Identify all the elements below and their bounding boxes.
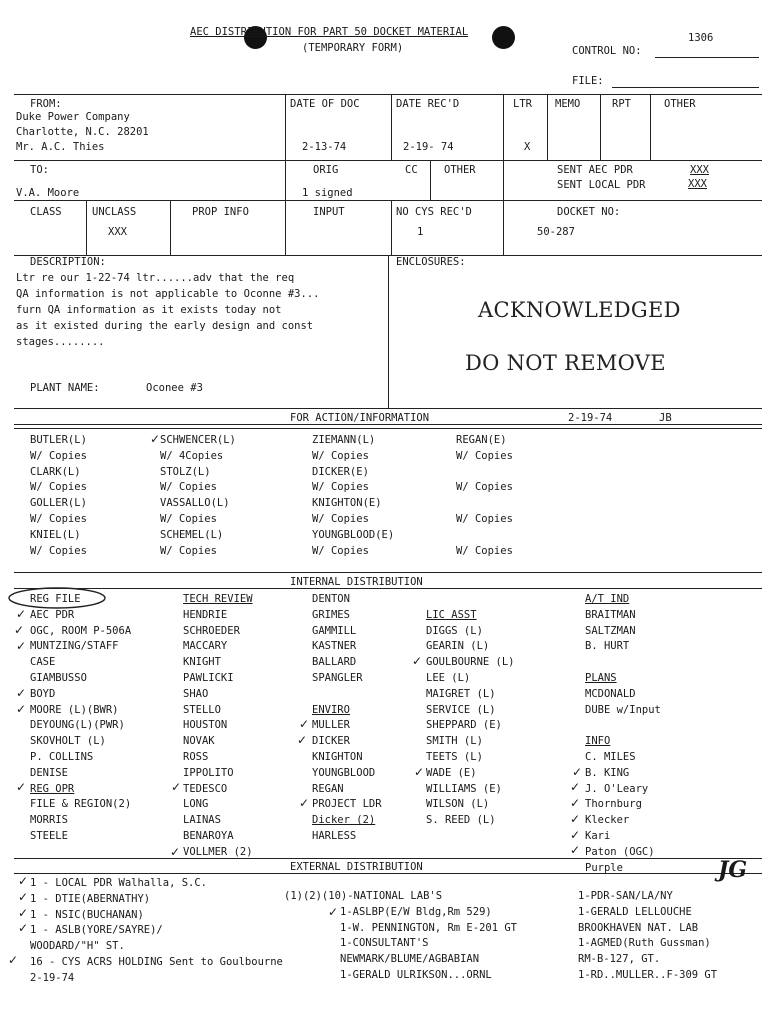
internal-entry: CASE: [30, 656, 56, 669]
internal-entry: HOUSTON: [183, 719, 228, 732]
unclass-label: UNCLASS: [92, 206, 137, 218]
action-section-label: FOR ACTION/INFORMATION: [290, 412, 430, 424]
file-label: FILE:: [572, 75, 604, 87]
internal-entry: MACCARY: [183, 640, 228, 653]
action-column-4: [456, 433, 513, 559]
plant-name-value: Oconee #3: [146, 382, 203, 394]
enclosures-label: ENCLOSURES:: [396, 256, 466, 268]
external-entry: 1-GERALD LELLOUCHE: [578, 905, 692, 918]
from-line-2: Charlotte, N.C. 28201: [16, 126, 149, 138]
check-mark-icon: ✓: [18, 890, 29, 904]
from-line-3: Mr. A.C. Thies: [16, 141, 105, 153]
internal-entry: P. COLLINS: [30, 750, 94, 763]
sent-aec-pdr-value: XXX: [690, 164, 709, 176]
internal-entry: DICKER: [312, 735, 350, 748]
internal-entry: GOULBOURNE (L): [426, 656, 515, 669]
control-number-label: CONTROL NO:: [572, 45, 642, 57]
action-entry: W/ Copies: [312, 512, 369, 525]
check-mark-icon: ✓: [8, 953, 19, 967]
check-mark-icon: ✓: [16, 780, 27, 794]
internal-entry: SKOVHOLT (L): [30, 735, 106, 748]
date-recd-value: 2-19- 74: [403, 141, 454, 153]
internal-entry: WILSON (L): [426, 798, 490, 811]
internal-entry: INFO: [585, 735, 611, 748]
external-distribution-label: EXTERNAL DISTRIBUTION: [290, 861, 423, 873]
action-entry: STOLZ(L): [160, 465, 211, 478]
action-entry: W/ Copies: [30, 512, 87, 525]
internal-entry: ENVIRO: [312, 703, 350, 716]
action-entry: W/ Copies: [456, 481, 513, 494]
internal-entry: TECH REVIEW: [183, 593, 253, 605]
description-line-3: furn QA information as it exists today not: [16, 304, 282, 316]
do-not-remove-stamp: DO NOT REMOVE: [465, 351, 666, 375]
internal-entry: Kari: [585, 829, 611, 842]
internal-entry: HARLESS: [312, 829, 357, 842]
check-mark-icon: ✓: [570, 843, 581, 857]
check-mark-icon: ✓: [14, 623, 25, 637]
action-initials: JB: [659, 412, 672, 424]
internal-entry: SPANGLER: [312, 671, 363, 684]
internal-entry: B. KING: [585, 766, 630, 779]
to-name: V.A. Moore: [16, 187, 80, 199]
date-of-doc-value: 2-13-74: [302, 141, 347, 153]
description-line-1: Ltr re our 1-22-74 ltr......adv that the req: [16, 272, 295, 284]
internal-entry: REG FILE: [30, 593, 81, 605]
internal-entry: MUNTZING/STAFF: [30, 640, 119, 653]
external-entry: 16 - CYS ACRS HOLDING Sent to Goulbourne: [30, 955, 283, 968]
internal-entry: DUBE w/Input: [585, 703, 661, 716]
action-entry: W/ Copies: [456, 512, 513, 525]
action-entry: W/ Copies: [456, 449, 513, 462]
check-mark-icon: ✓: [16, 639, 27, 653]
external-right-column: [578, 889, 717, 984]
internal-column-5: [585, 592, 661, 876]
action-entry: W/ Copies: [312, 449, 369, 462]
internal-entry: SCHROEDER: [183, 624, 240, 637]
ltr-label: LTR: [513, 98, 532, 110]
docket-no-value: 50-287: [537, 226, 575, 238]
ltr-value: X: [524, 141, 531, 153]
action-entry: KNIGHTON(E): [312, 497, 382, 510]
date-recd-label: DATE REC'D: [396, 98, 460, 110]
check-mark-icon: ✓: [170, 845, 181, 859]
internal-entry: SALTZMAN: [585, 624, 636, 637]
external-entry: 1-PDR-SAN/LA/NY: [578, 890, 673, 902]
action-date: 2-19-74: [568, 412, 613, 424]
no-cys-recd-label: NO CYS REC'D: [396, 206, 472, 218]
internal-entry: J. O'Leary: [585, 782, 649, 795]
external-entry: 1-AGMED(Ruth Gussman): [578, 937, 711, 950]
date-of-doc-label: DATE OF DOC: [290, 98, 360, 110]
internal-column-2: [183, 592, 253, 861]
internal-entry: NOVAK: [183, 735, 215, 748]
action-entry: SCHEMEL(L): [160, 528, 224, 541]
internal-entry: REGAN: [312, 782, 344, 795]
external-initials: JG: [718, 857, 748, 883]
external-left-column: [30, 876, 283, 987]
internal-entry: S. REED (L): [426, 814, 496, 827]
internal-column-3: [312, 592, 382, 845]
internal-entry: A/T IND: [585, 593, 630, 605]
unclass-value: XXX: [108, 226, 127, 238]
internal-entry: [585, 655, 661, 671]
external-entry: 1 - LOCAL PDR Walhalla, S.C.: [30, 877, 208, 889]
action-entry: [456, 465, 513, 481]
docket-no-label: DOCKET NO:: [557, 206, 621, 218]
orig-label: ORIG: [313, 164, 339, 176]
description-line-4: as it existed during the early design and const: [16, 320, 314, 332]
sent-aec-pdr-label: SENT AEC PDR: [557, 164, 633, 176]
internal-entry: Purple: [585, 861, 623, 874]
external-entry: BROOKHAVEN NAT. LAB: [578, 921, 699, 934]
action-column-2: [160, 433, 236, 559]
memo-label: MEMO: [555, 98, 581, 110]
action-entry: W/ 4Copies: [160, 449, 224, 462]
internal-entry: STEELE: [30, 829, 68, 842]
internal-entry: PROJECT LDR: [312, 798, 382, 811]
internal-entry: WADE (E): [426, 766, 477, 779]
plant-name-label: PLANT NAME:: [30, 382, 100, 394]
internal-entry: C. MILES: [585, 750, 636, 763]
internal-entry: LAINAS: [183, 814, 221, 827]
check-mark-icon: ✓: [171, 780, 182, 794]
action-entry: REGAN(E): [456, 434, 507, 446]
internal-entry: VOLLMER (2): [183, 845, 253, 858]
action-entry: CLARK(L): [30, 465, 81, 478]
check-mark-icon: ✓: [18, 874, 29, 888]
external-entry: 1-GERALD ULRIKSON...ORNL: [340, 968, 492, 981]
action-entry: YOUNGBLOOD(E): [312, 528, 395, 541]
action-column-3: [312, 433, 394, 559]
internal-entry: MAIGRET (L): [426, 687, 496, 700]
internal-entry: LEE (L): [426, 671, 471, 684]
check-mark-icon: ✓: [16, 702, 27, 716]
external-entry: 1-RD..MULLER..F-309 GT: [578, 968, 718, 981]
internal-entry: BALLARD: [312, 656, 357, 669]
sent-local-pdr-value: XXX: [688, 178, 707, 190]
internal-entry: PAWLICKI: [183, 671, 234, 684]
description-line-5: stages........: [16, 336, 105, 348]
check-mark-icon: ✓: [328, 905, 339, 919]
other-label: OTHER: [664, 98, 696, 110]
internal-entry: GRIMES: [312, 608, 350, 621]
internal-entry: WILLIAMS (E): [426, 782, 502, 795]
control-number-value: 1306: [688, 32, 714, 44]
internal-entry: KASTNER: [312, 640, 357, 653]
internal-entry: KNIGHTON: [312, 750, 363, 763]
external-entry: (1)(2)(10)-NATIONAL LAB'S: [284, 890, 443, 902]
external-middle-column: [284, 889, 517, 984]
internal-entry: Klecker: [585, 814, 630, 827]
cc-label: CC: [405, 164, 418, 176]
internal-entry: GEARIN (L): [426, 640, 490, 653]
action-entry: W/ Copies: [30, 481, 87, 494]
check-mark-icon: ✓: [299, 796, 310, 810]
external-entry: 1-CONSULTANT'S: [340, 937, 429, 950]
check-mark-icon: ✓: [572, 765, 583, 779]
description-line-2: QA information is not applicable to Oconne #3...: [16, 288, 320, 300]
internal-entry: Dicker (2): [312, 814, 376, 827]
check-mark-icon: ✓: [570, 812, 581, 826]
internal-entry: LONG: [183, 798, 209, 811]
internal-entry: [585, 718, 661, 734]
internal-entry: HENDRIE: [183, 608, 228, 621]
to-label: TO:: [30, 164, 49, 176]
action-entry: [456, 528, 513, 544]
action-entry: W/ Copies: [160, 544, 217, 557]
action-entry: VASSALLO(L): [160, 497, 230, 510]
internal-entry: DENTON: [312, 593, 350, 605]
check-mark-icon: ✓: [414, 765, 425, 779]
internal-entry: MCDONALD: [585, 687, 636, 700]
action-entry: KNIEL(L): [30, 528, 81, 541]
internal-entry: DIGGS (L): [426, 624, 483, 637]
external-entry: 1 - ASLB(YORE/SAYRE)/: [30, 924, 163, 937]
external-entry: RM-B-127, GT.: [578, 953, 661, 966]
external-entry: NEWMARK/BLUME/AGBABIAN: [340, 953, 480, 966]
internal-entry: SMITH (L): [426, 735, 483, 748]
form-subtitle: (TEMPORARY FORM): [302, 42, 404, 54]
internal-entry: DENISE: [30, 766, 68, 779]
external-entry: 1-W. PENNINGTON, Rm E-201 GT: [340, 921, 518, 934]
action-entry: W/ Copies: [456, 544, 513, 557]
check-mark-icon: ✓: [18, 906, 29, 920]
cc-other-label: OTHER: [444, 164, 476, 176]
internal-entry: STELLO: [183, 703, 221, 716]
action-column-1: [30, 433, 87, 559]
internal-distribution-label: INTERNAL DISTRIBUTION: [290, 576, 423, 588]
internal-entry: SERVICE (L): [426, 703, 496, 716]
from-line-1: Duke Power Company: [16, 111, 130, 123]
external-entry: 1 - DTIE(ABERNATHY): [30, 892, 151, 905]
punch-hole-right: [492, 26, 515, 49]
internal-entry: DEYOUNG(L)(PWR): [30, 719, 125, 732]
check-mark-icon: ✓: [412, 654, 423, 668]
check-mark-icon: ✓: [570, 780, 581, 794]
internal-entry: SHEPPARD (E): [426, 719, 502, 732]
internal-entry: GAMMILL: [312, 624, 357, 637]
external-entry: 1 - NSIC(BUCHANAN): [30, 908, 144, 921]
internal-entry: MULLER: [312, 719, 350, 732]
internal-entry: [312, 687, 382, 703]
internal-entry: Thornburg: [585, 798, 642, 811]
prop-info-label: PROP INFO: [192, 206, 249, 218]
action-entry: W/ Copies: [312, 544, 369, 557]
action-entry: W/ Copies: [30, 449, 87, 462]
external-entry: WOODARD/"H" ST.: [30, 940, 125, 953]
rpt-label: RPT: [612, 98, 631, 110]
internal-entry: MORRIS: [30, 814, 68, 827]
form-title: AEC DISTRIBUTION FOR PART 50 DOCKET MATERIAL: [190, 26, 469, 38]
sent-local-pdr-label: SENT LOCAL PDR: [557, 179, 646, 191]
class-label: CLASS: [30, 206, 62, 218]
action-entry: DICKER(E): [312, 465, 369, 478]
internal-entry: YOUNGBLOOD: [312, 766, 376, 779]
check-mark-icon: ✓: [18, 921, 29, 935]
action-entry: SCHWENCER(L): [160, 434, 236, 446]
internal-entry: GIAMBUSSO: [30, 671, 87, 684]
internal-entry: B. HURT: [585, 640, 630, 653]
check-mark-icon: ✓: [570, 796, 581, 810]
check-mark-icon: ✓: [16, 686, 27, 700]
internal-entry: IPPOLITO: [183, 766, 234, 779]
action-entry: GOLLER(L): [30, 497, 87, 510]
internal-entry: Paton (OGC): [585, 845, 655, 858]
internal-entry: LIC ASST: [426, 608, 477, 621]
internal-entry: KNIGHT: [183, 656, 221, 669]
check-mark-icon: ✓: [150, 432, 161, 446]
internal-entry: AEC PDR: [30, 608, 75, 621]
internal-entry: FILE & REGION(2): [30, 798, 132, 811]
action-entry: ZIEMANN(L): [312, 434, 376, 446]
action-entry: W/ Copies: [160, 481, 217, 494]
check-mark-icon: ✓: [16, 607, 27, 621]
internal-entry: MOORE (L)(BWR): [30, 703, 119, 716]
orig-value: 1 signed: [302, 187, 353, 199]
from-label: FROM:: [30, 98, 62, 110]
external-entry: 1-ASLBP(E/W Bldg,Rm 529): [340, 905, 492, 918]
acknowledged-stamp: ACKNOWLEDGED: [478, 298, 681, 322]
input-label: INPUT: [313, 206, 345, 218]
action-entry: [456, 496, 513, 512]
check-mark-icon: ✓: [297, 733, 308, 747]
internal-entry: TEETS (L): [426, 750, 483, 763]
no-cys-recd-value: 1: [417, 226, 424, 238]
internal-column-4: [426, 592, 515, 829]
internal-entry: OGC, ROOM P-506A: [30, 624, 132, 637]
internal-entry: PLANS: [585, 671, 617, 684]
internal-entry: [426, 592, 515, 608]
internal-entry: BRAITMAN: [585, 608, 636, 621]
internal-entry: BENAROYA: [183, 829, 234, 842]
action-entry: W/ Copies: [312, 481, 369, 494]
internal-column-1: [30, 592, 131, 845]
internal-entry: SHAO: [183, 687, 209, 700]
check-mark-icon: ✓: [570, 828, 581, 842]
check-mark-icon: ✓: [299, 717, 310, 731]
internal-entry: ROSS: [183, 750, 209, 763]
external-entry: 2-19-74: [30, 971, 75, 984]
action-entry: BUTLER(L): [30, 434, 87, 446]
description-label: DESCRIPTION:: [30, 256, 106, 268]
internal-entry: TEDESCO: [183, 782, 228, 795]
action-entry: W/ Copies: [160, 512, 217, 525]
action-entry: W/ Copies: [30, 544, 87, 557]
internal-entry: BOYD: [30, 687, 56, 700]
internal-entry: REG OPR: [30, 782, 75, 795]
